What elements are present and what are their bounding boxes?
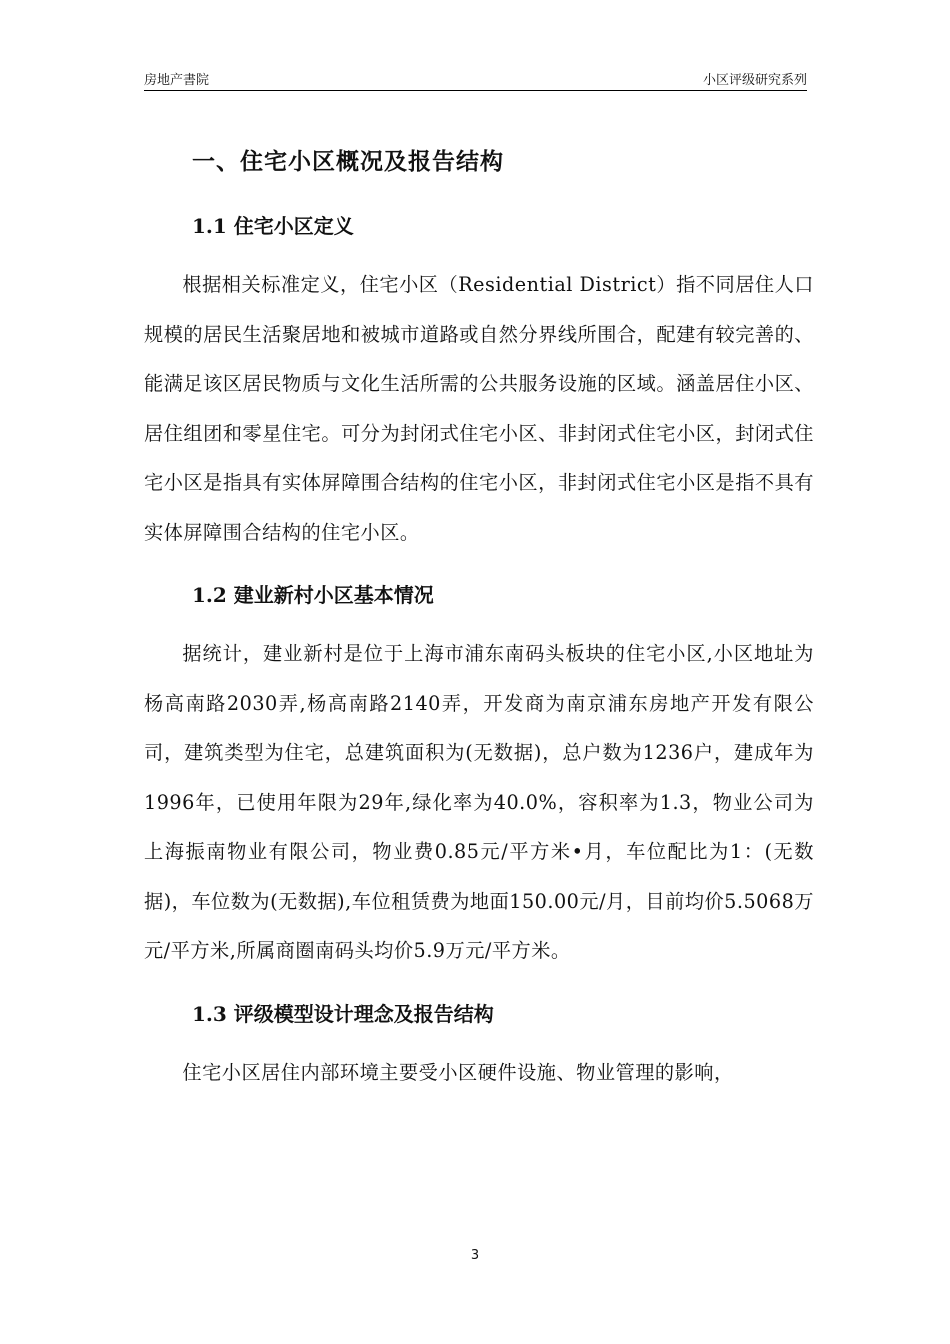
- paragraph-definition: 根据相关标准定义，住宅小区（Residential District）指不同居住人口规模的居民生活聚居地和被城市道路或自然分界线所围合，配建有较完善的、能满足该区居民物质与文化生活所需的公共服务设施的区域。涵盖居住小区、居住组团和零星住宅。可分为封闭式住宅小区、非封闭式住宅小区，封闭式住宅小区是指具有实体屏障围合结构的住宅小区，非封闭式住宅小区是指不具有实体屏障围合结构的住宅小区。: [144, 273, 814, 544]
- subsection-heading-1-3: 1.3 评级模型设计理念及报告结构: [192, 1001, 494, 1026]
- paragraph-model-design: 住宅小区居住内部环境主要受小区硬件设施、物业管理的影响，: [182, 1060, 734, 1084]
- subsection-heading-1-2: 1.2 建业新村小区基本情况: [192, 583, 434, 607]
- document-body: [144, 140, 814, 1097]
- section-heading-1: 一、住宅小区概况及报告结构: [192, 148, 504, 175]
- subsection-heading-1-1: 1.1 住宅小区定义: [192, 214, 354, 238]
- header-publisher: 房地产書院: [144, 73, 210, 88]
- paragraph-basic-info: 据统计，建业新村是位于上海市浦东南码头板块的住宅小区,小区地址为杨高南路2030弄,杨高南路2140弄，开发商为南京浦东房地产开发有限公司，建筑类型为住宅，总建筑面积为(无数据)，总户数为1236户，建成年为1996年，已使用年限为29年,绿化率为40.0%，容积率为1.3，物业公司为上海振南物业有限公司，物业费0.85元/平方米•月，车位配比为1：(无数据)，车位数为(无数据),车位租赁费为地面150.00元/月，目前均价5.5068万元/平方米,所属商圈南码头均价5.9万元/平方米。: [144, 642, 814, 962]
- page-number: 3: [470, 1248, 480, 1263]
- page-header: [144, 68, 807, 91]
- header-series-title: 小区评级研究系列: [702, 73, 807, 88]
